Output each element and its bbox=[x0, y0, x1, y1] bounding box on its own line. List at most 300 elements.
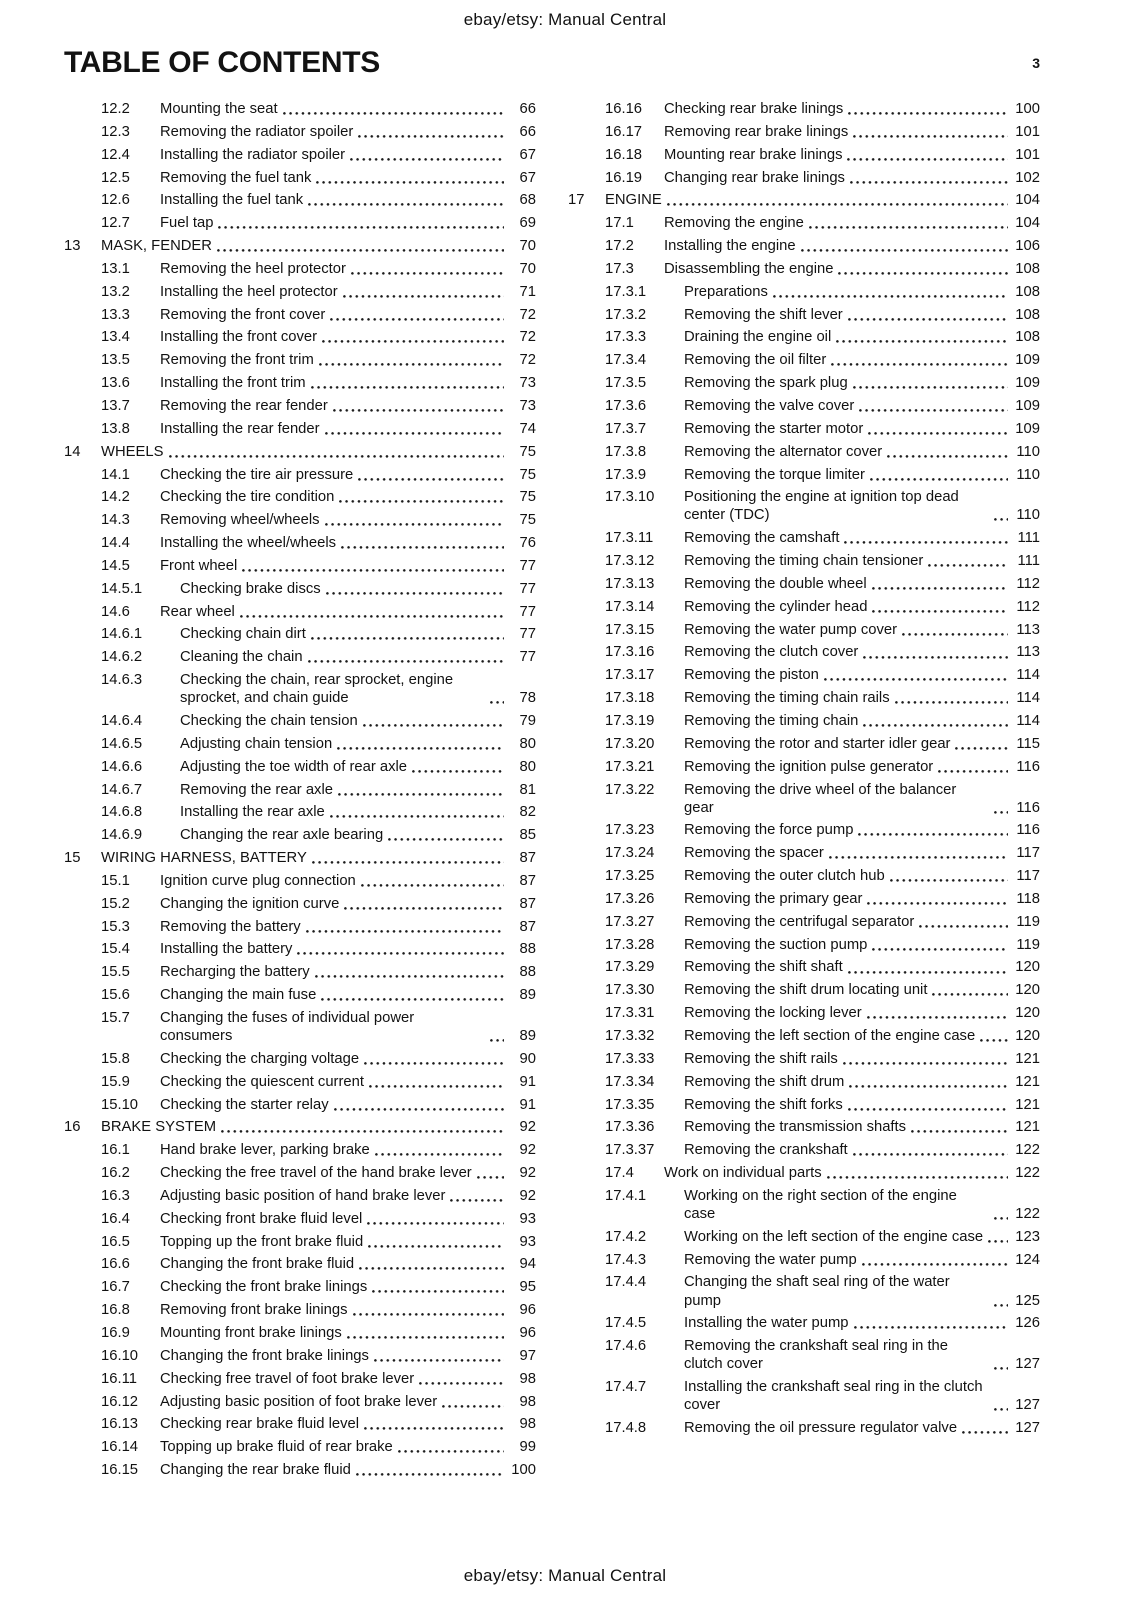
toc-leader-dots bbox=[169, 455, 505, 458]
toc-entry-page: 93 bbox=[519, 1210, 536, 1227]
toc-entry-title: Checking front brake fluid level bbox=[160, 1210, 363, 1227]
toc-entry-page: 108 bbox=[1015, 260, 1040, 277]
toc-leader-dots bbox=[895, 701, 1008, 704]
toc-entry-title: Topping up the front brake fluid bbox=[160, 1233, 364, 1250]
toc-entry-page: 88 bbox=[519, 964, 536, 981]
toc-leader-dots bbox=[994, 1408, 1008, 1411]
toc-leader-dots bbox=[308, 203, 504, 206]
toc-entry-title: Mounting the seat bbox=[160, 101, 278, 117]
toc-entry bbox=[568, 1004, 1040, 1022]
toc-entry bbox=[568, 981, 1040, 999]
toc-entry-page: 66 bbox=[519, 101, 536, 117]
toc-entry-number: 17.3.11 bbox=[605, 530, 654, 547]
toc-entry bbox=[64, 1347, 536, 1365]
toc-entry-title: Draining the engine oil bbox=[684, 329, 832, 346]
toc-leader-dots bbox=[962, 1431, 1008, 1434]
toc-entry-number: 17.3.8 bbox=[605, 443, 647, 460]
toc-leader-dots bbox=[450, 1199, 504, 1202]
toc-entry-number: 14.6.5 bbox=[101, 735, 143, 752]
toc-entry bbox=[64, 443, 536, 461]
toc-entry-number: 14.6.4 bbox=[101, 712, 143, 729]
toc-entry bbox=[568, 890, 1040, 908]
toc-entry-title: Removing the crankshaft seal ring in the clutch cover bbox=[684, 1338, 949, 1373]
toc-entry bbox=[64, 306, 536, 324]
toc-entry bbox=[64, 1073, 536, 1091]
toc-entry-page: 110 bbox=[1016, 466, 1040, 483]
toc-entry-number: 15.2 bbox=[101, 895, 130, 912]
toc-entry-number: 17.3.19 bbox=[605, 712, 655, 729]
toc-entry bbox=[568, 237, 1040, 255]
toc-entry bbox=[64, 123, 536, 141]
toc-entry-page: 71 bbox=[519, 283, 536, 300]
toc-columns bbox=[64, 100, 1040, 1484]
toc-entry-page: 93 bbox=[519, 1233, 536, 1250]
toc-entry-page: 67 bbox=[519, 146, 536, 163]
toc-entry-number: 14.6.3 bbox=[101, 672, 143, 689]
toc-entry-title: Removing the force pump bbox=[684, 822, 854, 839]
toc-entry-number: 16.7 bbox=[101, 1279, 130, 1296]
toc-leader-dots bbox=[477, 1176, 504, 1179]
toc-entry-page: 92 bbox=[519, 1142, 536, 1159]
toc-entry-title: Changing the front brake fluid bbox=[160, 1256, 355, 1273]
toc-entry-number: 17.3.37 bbox=[605, 1142, 655, 1159]
toc-entry-title: Removing the outer clutch hub bbox=[684, 868, 885, 885]
toc-entry-page: 72 bbox=[519, 329, 536, 346]
toc-entry bbox=[568, 306, 1040, 324]
toc-leader-dots bbox=[339, 500, 504, 503]
toc-entry-page: 123 bbox=[1015, 1228, 1040, 1245]
toc-leader-dots bbox=[994, 811, 1008, 814]
toc-entry-number: 14.5.1 bbox=[101, 580, 143, 597]
toc-entry-page: 80 bbox=[519, 758, 536, 775]
toc-entry bbox=[64, 1164, 536, 1182]
toc-leader-dots bbox=[867, 1016, 1008, 1019]
toc-leader-dots bbox=[367, 1222, 504, 1225]
toc-leader-dots bbox=[315, 975, 504, 978]
toc-entry-title: Cleaning the chain bbox=[180, 649, 303, 666]
toc-entry-title: Adjusting the toe width of rear axle bbox=[180, 758, 408, 775]
toc-entry-page: 70 bbox=[519, 238, 536, 255]
folio-page-number: 3 bbox=[1032, 55, 1040, 71]
toc-entry bbox=[64, 671, 536, 707]
toc-leader-dots bbox=[359, 1267, 504, 1270]
toc-leader-dots bbox=[859, 409, 1008, 412]
toc-entry-number: 13.3 bbox=[101, 306, 130, 323]
toc-entry-page: 115 bbox=[1016, 735, 1040, 752]
toc-leader-dots bbox=[848, 1108, 1008, 1111]
toc-entry-page: 109 bbox=[1015, 397, 1040, 414]
toc-entry-number: 16.15 bbox=[101, 1462, 139, 1479]
toc-entry-number: 17.3.9 bbox=[605, 466, 647, 483]
toc-entry-title: Checking the front brake linings bbox=[160, 1279, 368, 1296]
toc-entry-title: Topping up brake fluid of rear brake bbox=[160, 1439, 393, 1456]
toc-entry-title: Removing the front trim bbox=[160, 352, 314, 369]
toc-entry-number: 16.18 bbox=[605, 146, 643, 163]
toc-leader-dots bbox=[358, 135, 504, 138]
toc-entry bbox=[568, 781, 1040, 817]
toc-leader-dots bbox=[338, 793, 504, 796]
toc-leader-dots bbox=[364, 1427, 504, 1430]
toc-leader-dots bbox=[322, 340, 504, 343]
toc-entry bbox=[568, 1251, 1040, 1269]
toc-entry bbox=[568, 351, 1040, 369]
toc-leader-dots bbox=[872, 587, 1008, 590]
toc-entry-page: 127 bbox=[1015, 1356, 1040, 1373]
toc-entry-title: Removing the timing chain bbox=[684, 712, 859, 729]
toc-entry-number: 15.10 bbox=[101, 1096, 139, 1113]
toc-entry-title: Work on individual parts bbox=[664, 1165, 822, 1182]
toc-entry-number: 17.2 bbox=[605, 238, 634, 255]
toc-entry-number: 17.3.36 bbox=[605, 1119, 655, 1136]
toc-entry-page: 102 bbox=[1015, 169, 1040, 186]
toc-entry-number: 17.3.16 bbox=[605, 644, 655, 661]
toc-entry-number: 14.5 bbox=[101, 557, 130, 574]
toc-leader-dots bbox=[858, 833, 1008, 836]
toc-entry-number: 16.11 bbox=[101, 1370, 137, 1387]
toc-entry bbox=[64, 420, 536, 438]
toc-leader-dots bbox=[351, 272, 504, 275]
toc-entry-page: 92 bbox=[519, 1187, 536, 1204]
toc-leader-dots bbox=[773, 295, 1008, 298]
toc-leader-dots bbox=[319, 363, 504, 366]
toc-entry bbox=[64, 1415, 536, 1433]
toc-entry bbox=[64, 735, 536, 753]
toc-entry-page: 108 bbox=[1015, 329, 1040, 346]
toc-entry bbox=[568, 1096, 1040, 1114]
toc-leader-dots bbox=[994, 1217, 1008, 1220]
toc-entry bbox=[568, 666, 1040, 684]
toc-entry bbox=[568, 1314, 1040, 1332]
toc-entry-number: 17.3.22 bbox=[605, 781, 655, 798]
toc-entry-title: Removing the spacer bbox=[684, 845, 824, 862]
toc-entry bbox=[568, 1228, 1040, 1246]
toc-entry-number: 17.3.2 bbox=[605, 306, 647, 323]
toc-entry-title: Removing the rear fender bbox=[160, 397, 328, 414]
toc-entry bbox=[64, 397, 536, 415]
toc-entry-number: 16.5 bbox=[101, 1233, 130, 1250]
toc-entry-page: 100 bbox=[511, 1462, 536, 1479]
toc-entry-number: 17.3.35 bbox=[605, 1096, 655, 1113]
toc-entry-title: Checking the tire condition bbox=[160, 489, 335, 506]
toc-entry-page: 121 bbox=[1015, 1073, 1040, 1090]
toc-leader-dots bbox=[316, 181, 504, 184]
toc-entry-number: 16.17 bbox=[605, 123, 643, 140]
toc-entry-number: 14.6.7 bbox=[101, 781, 143, 798]
toc-leader-dots bbox=[824, 678, 1008, 681]
toc-entry-number: 17.3.33 bbox=[605, 1050, 655, 1067]
toc-entry-number: 17.3.29 bbox=[605, 959, 655, 976]
toc-entry-title: Fuel tap bbox=[160, 215, 214, 232]
toc-entry-title: Removing the starter motor bbox=[684, 420, 864, 437]
toc-entry-page: 87 bbox=[519, 895, 536, 912]
toc-entry-page: 116 bbox=[1016, 758, 1040, 775]
toc-entry bbox=[64, 214, 536, 232]
toc-entry bbox=[64, 1255, 536, 1273]
toc-entry bbox=[64, 648, 536, 666]
toc-leader-dots bbox=[311, 637, 504, 640]
toc-entry-number: 13.2 bbox=[101, 283, 130, 300]
toc-entry bbox=[568, 123, 1040, 141]
toc-entry-page: 98 bbox=[519, 1416, 536, 1433]
toc-entry-number: 17.3 bbox=[605, 260, 634, 277]
toc-leader-dots bbox=[364, 1062, 504, 1065]
toc-entry-number: 17.3.27 bbox=[605, 913, 655, 930]
toc-entry-page: 114 bbox=[1016, 667, 1040, 684]
toc-leader-dots bbox=[337, 747, 504, 750]
toc-entry bbox=[568, 374, 1040, 392]
toc-entry-page: 117 bbox=[1016, 868, 1040, 885]
toc-leader-dots bbox=[334, 1108, 504, 1111]
toc-entry-page: 113 bbox=[1016, 644, 1040, 661]
toc-entry-title: Preparations bbox=[684, 283, 768, 300]
toc-entry-number: 16.8 bbox=[101, 1302, 130, 1319]
toc-leader-dots bbox=[297, 952, 504, 955]
toc-entry-title: Installing the crankshaft seal ring in the clutch cover bbox=[684, 1379, 983, 1414]
toc-leader-dots bbox=[372, 1290, 504, 1293]
toc-entry-title: Removing the shift drum locating unit bbox=[684, 982, 928, 999]
toc-leader-dots bbox=[853, 135, 1008, 138]
toc-entry-page: 111 bbox=[1017, 530, 1040, 547]
toc-entry-page: 92 bbox=[519, 1165, 536, 1182]
toc-entry bbox=[568, 735, 1040, 753]
toc-leader-dots bbox=[809, 226, 1008, 229]
toc-entry bbox=[568, 397, 1040, 415]
toc-entry-number: 17.3.3 bbox=[605, 329, 647, 346]
toc-entry-title: Removing the oil pressure regulator valve bbox=[684, 1420, 958, 1436]
toc-entry-number: 17 bbox=[568, 192, 585, 209]
toc-leader-dots bbox=[242, 569, 504, 572]
toc-entry bbox=[568, 1141, 1040, 1159]
toc-entry-number: 17.3.1 bbox=[605, 283, 647, 300]
toc-entry-number: 17.3.15 bbox=[605, 621, 655, 638]
toc-entry bbox=[568, 100, 1040, 118]
toc-entry-number: 14.6.6 bbox=[101, 758, 143, 775]
toc-entry bbox=[64, 1050, 536, 1068]
toc-entry-title: Adjusting basic position of foot brake lever bbox=[160, 1393, 438, 1410]
toc-entry-title: Removing the clutch cover bbox=[684, 644, 859, 661]
toc-entry-page: 91 bbox=[519, 1073, 536, 1090]
toc-entry-title: Removing the fuel tank bbox=[160, 169, 312, 186]
toc-entry bbox=[64, 918, 536, 936]
toc-entry-number: 17.3.14 bbox=[605, 598, 655, 615]
page-header-text: ebay/etsy: Manual Central bbox=[463, 10, 667, 29]
toc-entry-page: 120 bbox=[1015, 1005, 1040, 1022]
toc-entry-page: 77 bbox=[519, 580, 536, 597]
toc-entry-title: Installing the radiator spoiler bbox=[160, 146, 346, 163]
toc-entry-title: Removing the valve cover bbox=[684, 397, 855, 414]
toc-leader-dots bbox=[330, 318, 504, 321]
toc-leader-dots bbox=[333, 409, 504, 412]
toc-entry bbox=[568, 598, 1040, 616]
toc-leader-dots bbox=[667, 203, 1008, 206]
toc-leader-dots bbox=[368, 1245, 504, 1248]
toc-entry-number: 15.5 bbox=[101, 964, 130, 981]
toc-entry-page: 74 bbox=[519, 420, 536, 437]
toc-entry-title: Installing the fuel tank bbox=[160, 192, 304, 209]
toc-entry-page: 120 bbox=[1015, 1028, 1040, 1044]
toc-entry-number: 17.3.4 bbox=[605, 352, 647, 369]
toc-entry-page: 87 bbox=[519, 850, 536, 867]
toc-entry-page: 92 bbox=[519, 1119, 536, 1136]
toc-entry bbox=[568, 260, 1040, 278]
toc-entry-number: 14.1 bbox=[101, 466, 130, 483]
toc-entry-title: Changing the rear axle bearing bbox=[180, 827, 384, 844]
toc-entry-page: 109 bbox=[1015, 420, 1040, 437]
toc-entry bbox=[64, 1324, 536, 1342]
toc-entry-number: 14.6.1 bbox=[101, 626, 143, 643]
toc-entry-number: 15.4 bbox=[101, 941, 130, 958]
toc-leader-dots bbox=[872, 948, 1008, 951]
toc-entry-page: 81 bbox=[519, 781, 536, 798]
toc-leader-dots bbox=[853, 386, 1008, 389]
toc-leader-dots bbox=[902, 633, 1008, 636]
toc-entry-number: 13.8 bbox=[101, 420, 130, 437]
toc-leader-dots bbox=[863, 656, 1008, 659]
toc-entry-title: Front wheel bbox=[160, 557, 238, 574]
toc-entry-page: 121 bbox=[1015, 1119, 1040, 1136]
toc-leader-dots bbox=[375, 1153, 504, 1156]
toc-entry-page: 82 bbox=[519, 804, 536, 821]
toc-entry bbox=[64, 169, 536, 187]
toc-entry-page: 108 bbox=[1015, 306, 1040, 323]
toc-entry-page: 119 bbox=[1016, 936, 1040, 953]
toc-entry bbox=[64, 712, 536, 730]
toc-entry-title: Checking rear brake fluid level bbox=[160, 1416, 360, 1433]
toc-entry-number: 17.1 bbox=[605, 215, 634, 232]
toc-entry-page: 122 bbox=[1015, 1142, 1040, 1159]
toc-entry bbox=[64, 1009, 536, 1045]
toc-entry-number: 15 bbox=[64, 850, 81, 867]
toc-entry-number: 14.6 bbox=[101, 603, 130, 620]
toc-entry bbox=[568, 552, 1040, 570]
toc-entry-page: 75 bbox=[519, 489, 536, 506]
toc-entry-title: Changing the rear brake fluid bbox=[160, 1462, 351, 1479]
toc-entry bbox=[64, 1438, 536, 1456]
toc-entry-number: 17.3.28 bbox=[605, 936, 655, 953]
toc-entry-title: BRAKE SYSTEM bbox=[101, 1119, 217, 1136]
toc-leader-dots bbox=[801, 249, 1008, 252]
toc-entry-number: 14.2 bbox=[101, 489, 130, 506]
toc-entry-number: 14 bbox=[64, 443, 81, 460]
toc-entry bbox=[568, 1378, 1040, 1414]
toc-entry bbox=[568, 191, 1040, 209]
toc-entry bbox=[64, 849, 536, 867]
toc-entry-number: 16.12 bbox=[101, 1393, 139, 1410]
toc-leader-dots bbox=[353, 1313, 504, 1316]
toc-entry bbox=[568, 1187, 1040, 1223]
toc-leader-dots bbox=[847, 158, 1008, 161]
toc-entry-page: 77 bbox=[519, 603, 536, 620]
toc-entry bbox=[64, 625, 536, 643]
toc-entry-page: 120 bbox=[1015, 959, 1040, 976]
toc-entry-page: 77 bbox=[519, 649, 536, 666]
toc-entry bbox=[568, 146, 1040, 164]
toc-entry bbox=[568, 689, 1040, 707]
toc-entry-title: MASK, FENDER bbox=[101, 238, 212, 255]
toc-entry-number: 17.3.5 bbox=[605, 375, 647, 392]
toc-leader-dots bbox=[369, 1085, 504, 1088]
toc-entry bbox=[64, 488, 536, 506]
toc-entry-number: 16.1 bbox=[101, 1142, 130, 1159]
toc-entry-title: Removing front brake linings bbox=[160, 1302, 348, 1319]
toc-leader-dots bbox=[994, 1367, 1008, 1370]
toc-entry-title: Installing the rear axle bbox=[180, 804, 325, 821]
toc-entry-number: 17.3.21 bbox=[605, 758, 655, 775]
toc-entry-title: ENGINE bbox=[605, 192, 662, 209]
toc-entry bbox=[568, 758, 1040, 776]
toc-entry bbox=[568, 1273, 1040, 1309]
toc-entry bbox=[64, 100, 536, 118]
toc-leader-dots bbox=[955, 747, 1008, 750]
toc-entry bbox=[568, 529, 1040, 547]
toc-leader-dots bbox=[388, 838, 504, 841]
toc-entry-number: 13.1 bbox=[101, 260, 130, 277]
toc-entry-page: 88 bbox=[519, 941, 536, 958]
toc-entry bbox=[64, 963, 536, 981]
toc-leader-dots bbox=[325, 432, 504, 435]
toc-entry bbox=[568, 844, 1040, 862]
toc-entry-page: 118 bbox=[1016, 890, 1040, 907]
toc-entry bbox=[64, 1187, 536, 1205]
toc-entry-page: 78 bbox=[519, 690, 536, 707]
toc-leader-dots bbox=[870, 478, 1008, 481]
toc-leader-dots bbox=[994, 518, 1008, 521]
toc-entry-title: Changing the main fuse bbox=[160, 987, 317, 1004]
toc-entry-number: 13.6 bbox=[101, 375, 130, 392]
toc-entry bbox=[568, 575, 1040, 593]
toc-leader-dots bbox=[850, 181, 1008, 184]
toc-entry-title: Installing the front cover bbox=[160, 329, 318, 346]
toc-entry-title: Installing the water pump bbox=[684, 1315, 849, 1332]
toc-entry-page: 87 bbox=[519, 918, 536, 935]
toc-entry-title: Removing the shift rails bbox=[684, 1050, 838, 1067]
toc-entry-title: Mounting front brake linings bbox=[160, 1324, 342, 1341]
toc-leader-dots bbox=[358, 478, 504, 481]
toc-entry-page: 72 bbox=[519, 306, 536, 323]
toc-entry-title: Checking chain dirt bbox=[180, 626, 306, 643]
toc-entry-page: 126 bbox=[1015, 1315, 1040, 1332]
toc-entry-number: 17.3.7 bbox=[605, 420, 647, 437]
toc-entry bbox=[568, 643, 1040, 661]
toc-entry bbox=[64, 328, 536, 346]
toc-entry-number: 15.6 bbox=[101, 987, 130, 1004]
toc-entry-title: Removing the spark plug bbox=[684, 375, 848, 392]
toc-entry-number: 12.2 bbox=[101, 101, 130, 117]
toc-entry-number: 17.4.8 bbox=[605, 1420, 647, 1436]
toc-leader-dots bbox=[325, 523, 504, 526]
toc-entry bbox=[64, 781, 536, 799]
toc-entry-page: 111 bbox=[1017, 553, 1040, 570]
toc-entry-title: Removing the piston bbox=[684, 667, 819, 684]
toc-entry-title: Removing the drive wheel of the balancer gear bbox=[684, 781, 957, 816]
toc-leader-dots bbox=[862, 1263, 1008, 1266]
toc-entry-number: 17.4.7 bbox=[605, 1379, 647, 1396]
toc-entry-title: Adjusting chain tension bbox=[180, 735, 333, 752]
toc-entry-title: Removing the cylinder head bbox=[684, 598, 868, 615]
toc-entry-page: 67 bbox=[519, 169, 536, 186]
toc-leader-dots bbox=[848, 971, 1008, 974]
toc-entry bbox=[568, 1118, 1040, 1136]
toc-leader-dots bbox=[844, 541, 1008, 544]
toc-leader-dots bbox=[221, 1130, 504, 1133]
toc-entry-number: 13.4 bbox=[101, 329, 130, 346]
toc-entry-page: 113 bbox=[1016, 621, 1040, 638]
toc-entry bbox=[64, 466, 536, 484]
toc-entry-title: Removing the shift forks bbox=[684, 1096, 843, 1113]
toc-leader-dots bbox=[283, 112, 504, 115]
toc-entry-page: 112 bbox=[1016, 598, 1040, 615]
toc-entry-page: 75 bbox=[519, 466, 536, 483]
